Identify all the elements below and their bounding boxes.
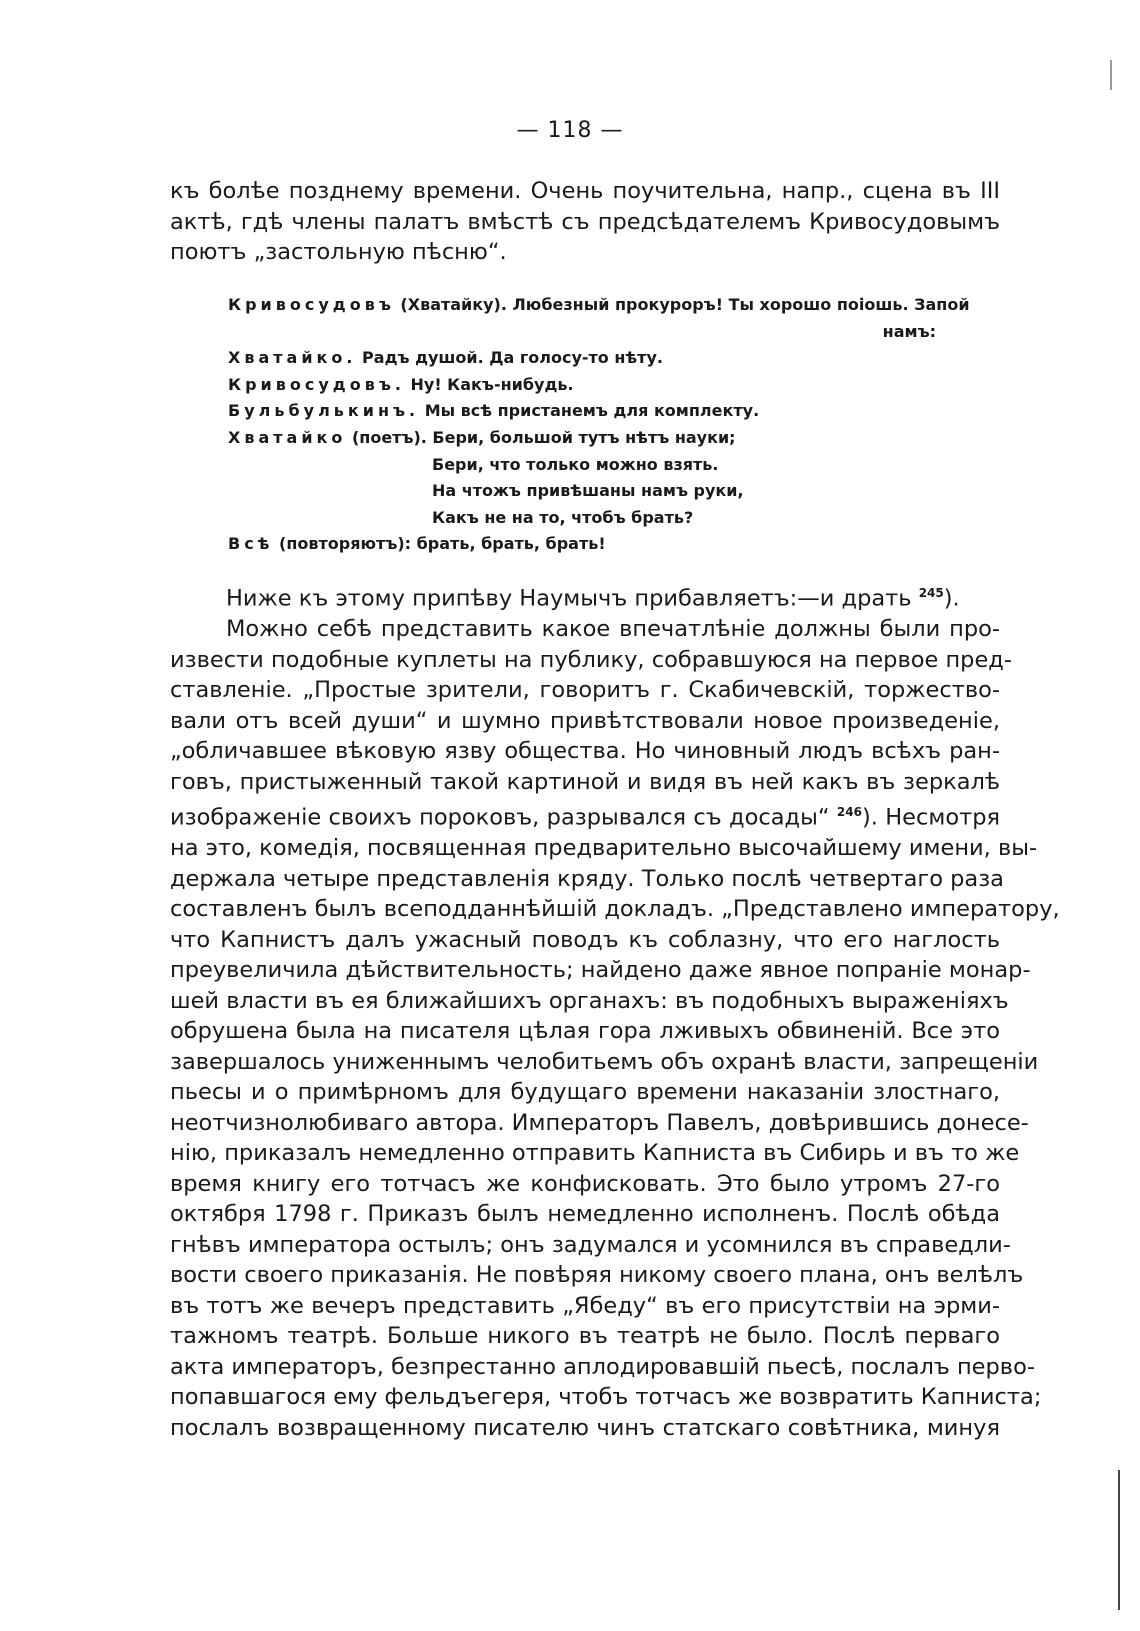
text-run: ). Несмотря	[861, 804, 1001, 831]
speaker-name: Кривосудовъ	[228, 295, 395, 314]
text-line: шей власти въ ея ближайшихъ органахъ: въ подобныхъ выраженіяхъ	[170, 987, 1009, 1014]
speech-text: (Хватайку). Любезный прокуроръ! Ты хорошо поіошь. Запой	[394, 295, 970, 314]
speaker-name: Бульбулькинъ.	[228, 401, 420, 421]
text-line: акта императоръ, безпрестанно аплодировавшій пьесѣ, послалъ перво-	[170, 1353, 1035, 1380]
footnote-ref: 246	[836, 805, 862, 819]
verse-line: Какъ не на то, чтобъ брать?	[432, 507, 694, 527]
excerpt-row	[228, 478, 1018, 505]
text-line: завершалось униженнымъ челобитьемъ объ охранѣ власти, запрещеніи	[170, 1048, 1039, 1075]
text-line: обрушена была на писателя цѣлая гора лживыхъ обвиненій. Все это	[170, 1018, 1000, 1044]
speaker-name: Всѣ	[228, 534, 274, 554]
text-line: октября 1798 г. Приказъ былъ немедленно исполненъ. Послѣ обѣда	[170, 1201, 1000, 1227]
text-run: ).	[943, 585, 960, 612]
text-line: Можно себѣ представить какое впечатлѣніе должны были про-	[226, 616, 1000, 642]
text-line: поютъ „застольную пѣсню“.	[170, 239, 507, 265]
text-line: держала четыре представленія кряду. Только послѣ четвертаго раза	[170, 865, 1004, 892]
text-line: тажномъ театрѣ. Больше никого въ театрѣ не было. Послѣ перваго	[170, 1323, 1000, 1349]
text-line: время книгу его тотчасъ же конфисковать. Это было утромъ 27-го	[170, 1170, 1000, 1197]
page-number: — 118 —	[516, 118, 624, 143]
intro-paragraph	[170, 176, 1000, 268]
text-line: вали отъ всей души“ и шумно привѣтствовали новое произведеніе,	[170, 707, 1000, 734]
speaker-name: Хватайко	[228, 427, 347, 447]
text-line: къ болѣе позднему времени. Очень поучительна, напр., сцена въ III	[170, 178, 1000, 204]
speech-text: Ну! Какъ-нибудь.	[404, 374, 574, 394]
excerpt-row	[228, 319, 1018, 346]
text-line: на это, комедія, посвященная предварительно высочайшему имени, вы-	[170, 835, 1038, 861]
verse-line: На чтожъ привѣшаны намъ руки,	[432, 481, 744, 501]
speech-text: Мы всѣ пристанемъ для комплекту.	[419, 401, 760, 421]
footnote-ref: 245	[918, 586, 944, 600]
verse-line: Бери, что только можно взять.	[432, 454, 719, 474]
excerpt-row	[228, 505, 1018, 532]
text-line: говъ, пристыженный такой картиной и видя въ ней какъ въ зеркалѣ	[170, 768, 1000, 795]
excerpt-row	[228, 531, 1018, 558]
play-excerpt	[228, 292, 1018, 558]
excerpt-row	[228, 372, 1018, 399]
excerpt-row	[228, 425, 1018, 452]
excerpt-row	[228, 292, 1018, 319]
text-line: пьесы и о примѣрномъ для будущаго времени наказаніи злостнаго,	[170, 1079, 1000, 1105]
text-line: ставленіе. „Простые зрители, говоритъ г. Скабичевскій, торжество-	[170, 677, 1000, 703]
text-line: въ тотъ же вечеръ представить „Ябеду“ въ его присутствіи на эрми-	[170, 1292, 1000, 1319]
text-line: что Капнистъ далъ ужасный поводъ къ соблазну, что его наглость	[170, 926, 1000, 953]
text-run: Ниже къ этому припѣву Наумычъ прибавляетъ:—и драть	[226, 585, 912, 612]
excerpt-row	[228, 452, 1018, 479]
text-line: составленъ былъ всеподданнѣйшій докладъ. „Представлено императору,	[170, 896, 1060, 922]
text-run: изображеніе своихъ пороковъ, разрывался съ досады“	[170, 804, 830, 831]
speaker-name: Кривосудовъ.	[228, 374, 405, 394]
text-line: извести подобные куплеты на публику, собравшуюся на первое пред-	[170, 646, 1012, 673]
scan-edge-mark	[1118, 1470, 1120, 1610]
speaker-name: Хватайко.	[228, 348, 357, 368]
text-line	[170, 578, 1000, 614]
excerpt-row	[228, 345, 1018, 372]
text-line: послалъ возвращенному писателю чинъ статскаго совѣтника, минуя	[170, 1414, 1000, 1441]
text-line: гнѣвъ императора остылъ; онъ задумался и усомнился въ справедли-	[170, 1231, 1011, 1258]
excerpt-row	[228, 398, 1018, 425]
text-line: неотчизнолюбиваго автора. Императоръ Павелъ, довѣрившись донесе-	[170, 1109, 1029, 1136]
scan-edge-mark	[1110, 60, 1112, 90]
text-line: попавшагося ему фельдъегеря, чтобъ тотчасъ же возвратить Капниста;	[170, 1384, 1042, 1410]
text-line: преувеличила дѣйствительность; найдено даже явное попраніе монар-	[170, 957, 1031, 983]
text-line: актѣ, гдѣ члены палатъ вмѣстѣ съ предсѣдателемъ Кривосудовымъ	[170, 208, 1000, 235]
text-line: „обличавшее вѣковую язву общества. Но чиновный людъ всѣхъ ран-	[170, 738, 1000, 764]
speech-text: Радъ душой. Да голосу-то нѣту.	[356, 348, 663, 368]
text-line	[170, 797, 1000, 833]
body-text	[170, 578, 1060, 1443]
text-line: вости своего приказанія. Не повѣряя никому своего плана, онъ велѣлъ	[170, 1262, 1024, 1288]
speech-text: (повторяютъ): брать, брать, брать!	[273, 534, 606, 554]
text-line: нію, приказалъ немедленно отправить Капниста въ Сибирь и въ то же	[170, 1140, 1020, 1166]
speech-text: намъ:	[882, 321, 936, 341]
speech-text: (поетъ). Бери, большой тутъ нѣтъ науки;	[346, 427, 736, 447]
